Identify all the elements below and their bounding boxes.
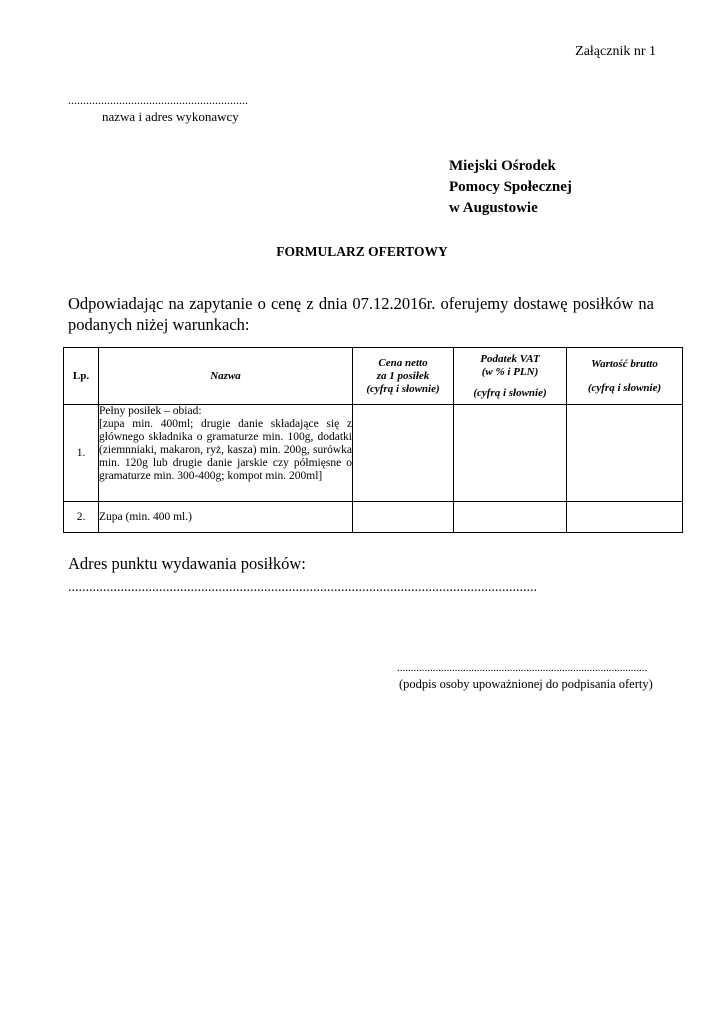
header-net-price-line-1: Cena netto [378,356,428,369]
header-vat-line-3: (cyfrą i słownie) [473,386,547,399]
offer-table [63,347,683,533]
header-net-price-line-3: (cyfrą i słownie) [366,382,440,395]
header-lp: Lp. [64,348,99,405]
contractor-dotted-line: ............................................................ [68,93,248,107]
recipient-line-1: Miejski Ośrodek [449,158,556,174]
attachment-number: Załącznik nr 1 [575,44,656,59]
row-name-title: Pełny posiłek – obiad: [99,405,202,417]
header-vat-line-1: Podatek VAT [480,352,540,365]
header-vat [454,348,567,405]
header-net-price [353,348,454,405]
row-lp: 2. [64,502,99,533]
signature-dotted-line[interactable]: ........................................................................................... [397,662,648,674]
table-header-row [64,348,683,405]
contractor-label: nazwa i adres wykonawcy [102,109,239,124]
recipient-line-2: Pomocy Społecznej [449,179,572,195]
row-vat-cell[interactable] [454,405,567,502]
row-lp: 1. [64,405,99,502]
row-gross-cell[interactable] [567,502,683,533]
row-name: Zupa (min. 400 ml.) [99,502,353,533]
intro-paragraph: Odpowiadając na zapytanie o cenę z dnia 07.12.2016r. oferujemy dostawę posiłków na podanych niżej warunkach: [68,294,654,334]
table-row [64,502,683,533]
delivery-address-label: Adres punktu wydawania posiłków: [68,554,306,573]
signature-label: (podpis osoby upoważnionej do podpisania oferty) [399,677,653,691]
form-title: FORMULARZ OFERTOWY [276,244,448,259]
delivery-address-dotted-line[interactable]: ...................................................................................................................................... [68,580,537,595]
row-name-description: [zupa min. 400ml; drugie danie składające się z głównego składnika o gramaturze min. 100g, dodatki (ziemnniaki, makaron, ryż, kasza) min. 200g, surówka min. 120g lub drugie danie jarskie czy półmięsne o gramaturze min. 300-400g; kompot min. 200ml] [99,418,352,482]
recipient-address [449,156,572,219]
row-name [99,405,353,502]
header-gross [567,348,683,405]
row-gross-cell[interactable] [567,405,683,502]
header-vat-line-2: (w % i PLN) [481,365,539,378]
recipient-line-3: w Augustowie [449,200,538,216]
row-vat-cell[interactable] [454,502,567,533]
header-name: Nazwa [99,348,353,405]
table-row [64,405,683,502]
row-net-price-cell[interactable] [353,502,454,533]
header-gross-line-1: Wartość brutto [591,357,658,370]
header-net-price-line-2: za 1 posiłek [376,369,430,382]
header-gross-line-2: (cyfrą i słownie) [587,381,662,394]
row-net-price-cell[interactable] [353,405,454,502]
